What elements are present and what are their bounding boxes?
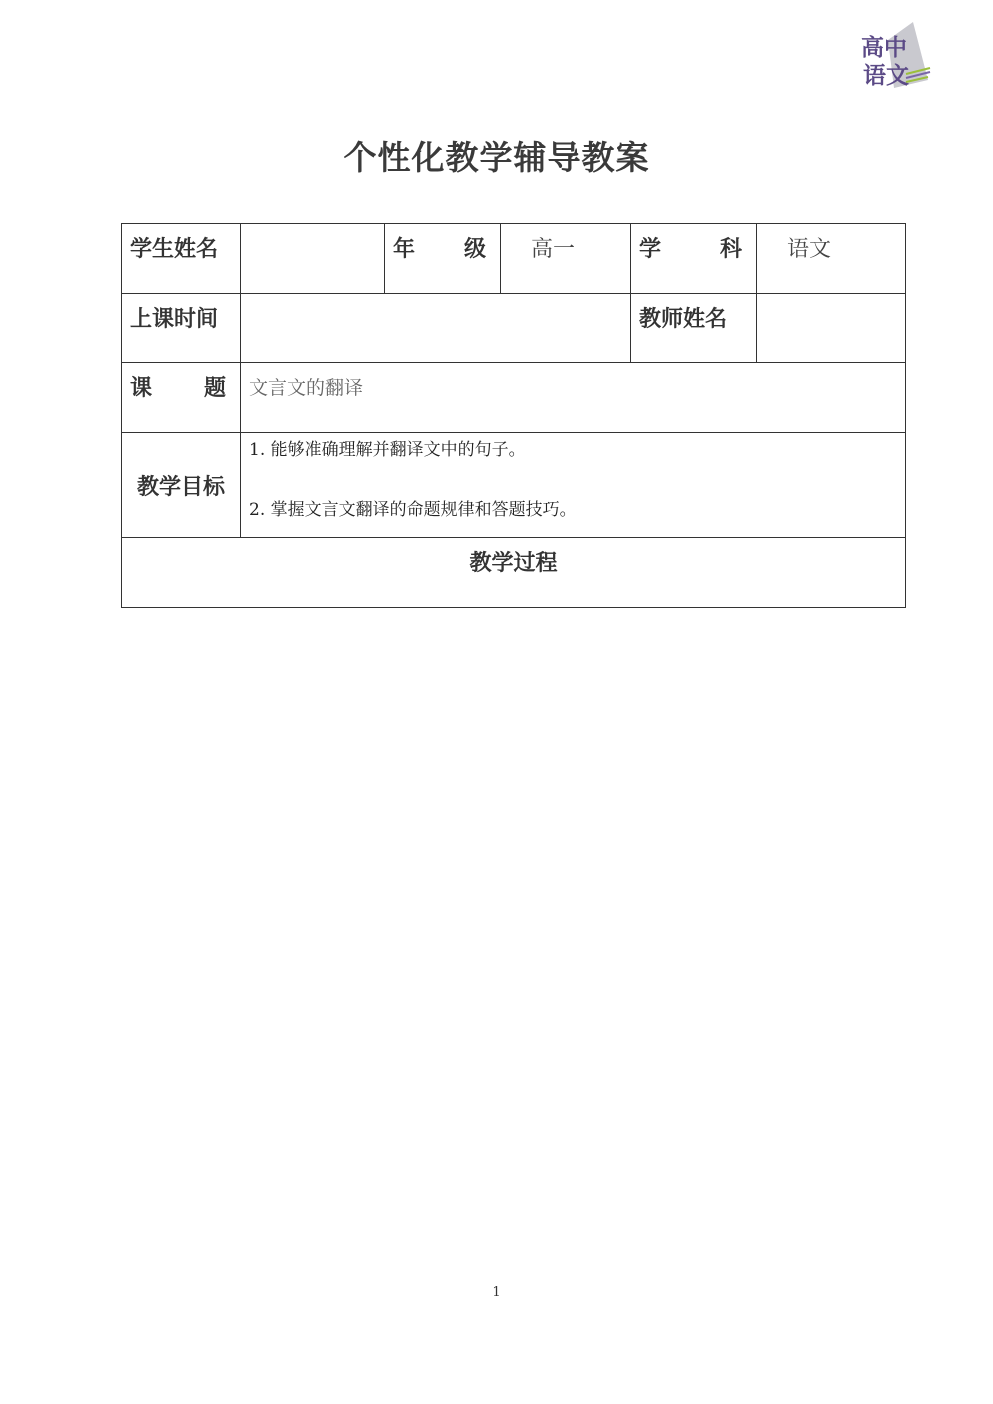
page-title: 个性化教学辅导教案 (343, 138, 650, 177)
brand-logo (858, 22, 934, 92)
student-name-value[interactable] (241, 224, 385, 294)
subject-label-char: 学 (639, 237, 662, 262)
class-time-label: 上课时间 (122, 294, 241, 363)
grade-label-char: 年 (393, 237, 416, 262)
subject-label-char: 科 (719, 237, 742, 262)
lesson-plan-table (121, 223, 906, 608)
table-row (122, 224, 906, 294)
teacher-name-value[interactable] (757, 294, 906, 363)
list-item: 1. 能够准确理解并翻译文中的句子。 (249, 440, 526, 460)
student-name-label: 学生姓名 (122, 224, 241, 294)
table-row (122, 433, 906, 538)
grade-label-char: 级 (463, 237, 486, 262)
topic-value[interactable]: 文言文的翻译 (241, 363, 906, 433)
page-number: 1 (492, 1285, 501, 1300)
topic-label (122, 363, 241, 433)
logo-text-line1: 高中 (861, 35, 907, 61)
table-row (122, 294, 906, 363)
teacher-name-label: 教师姓名 (631, 294, 757, 363)
logo-graphic (858, 22, 934, 92)
subject-value[interactable]: 语文 (757, 224, 906, 294)
topic-label-char: 课 (130, 376, 153, 401)
list-item: 2. 掌握文言文翻译的命题规律和答题技巧。 (249, 500, 577, 520)
grade-value[interactable]: 高一 (501, 224, 631, 294)
table-row (122, 363, 906, 433)
subject-label (631, 224, 757, 294)
topic-label-char: 题 (203, 376, 226, 401)
teaching-process-header: 教学过程 (122, 538, 906, 608)
teaching-goals-label: 教学目标 (122, 433, 241, 538)
table-row (122, 538, 906, 608)
class-time-value[interactable] (241, 294, 631, 363)
grade-label (385, 224, 501, 294)
logo-text-line2: 语文 (863, 63, 909, 89)
teaching-goals-list (241, 433, 906, 538)
